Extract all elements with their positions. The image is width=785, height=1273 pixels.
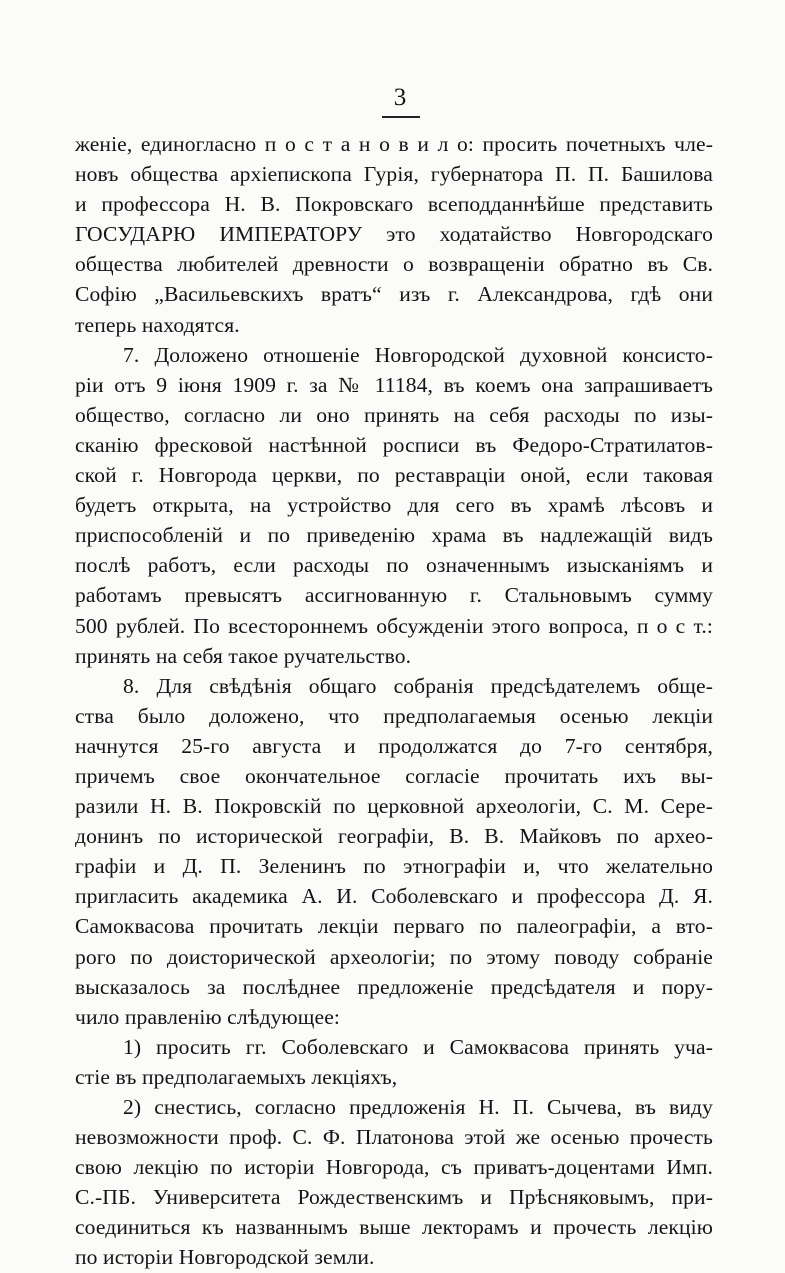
text-line: пригласить академика А. И. Соболевскаго и профессора Д. Я. bbox=[75, 884, 713, 909]
text-line: 2) снестись, согласно предложенія Н. П. Сычева, въ виду bbox=[123, 1095, 713, 1119]
text-line: 7. Доложено отношеніе Новгородской духовной консисто- bbox=[123, 342, 713, 367]
text-line: 1) просить гг. Соболевскаго и Самоквасова принять уча- bbox=[123, 1034, 713, 1059]
text-line: графіи и Д. П. Зеленинъ по этнографіи и, что желательно bbox=[75, 854, 713, 879]
text-line: общества любителей древности о возвращеніи обратно въ Св. bbox=[75, 252, 713, 277]
text-line: невозможности проф. С. Ф. Платонова этой же осенью прочесть bbox=[75, 1125, 713, 1150]
text-line: работамъ превысятъ ассигнованную г. Стальновымъ сумму bbox=[75, 583, 713, 608]
text-line: начнутся 25-го августа и продолжатся до 7-го сентября, bbox=[75, 733, 713, 758]
text-line: ства было доложено, что предполагаемыя осенью лекціи bbox=[75, 703, 713, 728]
text-line: сканію фресковой настѣнной росписи въ Федоро-Стратилатов- bbox=[75, 432, 713, 457]
text-line: рого по доисторической археологіи; по этому поводу собраніе bbox=[75, 944, 713, 969]
text-line: ской г. Новгорода церкви, по реставраціи оной, если таковая bbox=[75, 463, 713, 488]
text-line: будетъ открыта, на устройство для сего въ храмѣ лѣсовъ и bbox=[75, 493, 713, 518]
text-line: приспособленій и по приведенію храма въ надлежащій видъ bbox=[75, 523, 713, 548]
text-line: женіе, единогласно п о с т а н о в и л о: просить почетныхъ чле- bbox=[75, 132, 713, 156]
text-line: по исторіи Новгородской земли. bbox=[75, 1245, 375, 1270]
text-line: Самоквасова прочитать лекціи перваго по палеографіи, а вто- bbox=[75, 914, 713, 939]
text-line: общество, согласно ли оно принять на себя расходы по изы- bbox=[75, 402, 713, 427]
text-line: послѣ работъ, если расходы по означеннымъ изысканіямъ и bbox=[75, 553, 713, 578]
text-line: принять на себя такое ручательство. bbox=[75, 643, 412, 668]
text-line: новъ общества архіепископа Гурія, губернатора П. П. Башилова bbox=[75, 162, 713, 187]
text-line: 8. Для свѣдѣнія общаго собранія предсѣдателемъ общe- bbox=[123, 673, 713, 698]
page-number: 3 bbox=[393, 84, 407, 111]
text-line: ріи отъ 9 іюня 1909 г. за № 11184, въ коемъ она запрашиваетъ bbox=[75, 372, 713, 397]
text-line: разили Н. В. Покровскій по церковной археологіи, С. М. Сере- bbox=[75, 794, 713, 819]
text-line: С.-ПБ. Университета Рождественскимъ и Прѣсняковымъ, при- bbox=[75, 1185, 713, 1210]
text-line: соединиться къ названнымъ выше лекторамъ и прочесть лекцію bbox=[75, 1215, 713, 1240]
text-line: чило правленію слѣдующее: bbox=[75, 1004, 340, 1029]
text-line: свою лекцію по исторіи Новгорода, съ приватъ-доцентами Имп. bbox=[75, 1155, 713, 1180]
text-line: 500 рублей. По всестороннемъ обсужденіи этого вопроса, п о с т.: bbox=[75, 613, 713, 638]
text-line: и профессора Н. В. Покровскаго всеподданнѣйше представить bbox=[75, 192, 713, 217]
text-line: Софію „Васильевскихъ вратъ“ изъ г. Александрова, гдѣ они bbox=[75, 282, 713, 307]
text-line: теперь находятся. bbox=[75, 312, 240, 337]
text-line: ГОСУДАРЮ ИМПЕРАТОРУ это ходатайство Новгородскаго bbox=[75, 222, 713, 247]
text-line: причемъ свое окончательное согласіе прочитать ихъ вы- bbox=[75, 763, 713, 788]
text-line: высказалось за послѣднее предложеніе предсѣдателя и пору- bbox=[75, 974, 713, 999]
body-text bbox=[75, 129, 713, 1273]
page-number-rule bbox=[382, 116, 420, 118]
text-line: донинъ по исторической географіи, В. В. Майковъ по археo- bbox=[75, 824, 713, 849]
text-line: стіе въ предполагаемыхъ лекціяхъ, bbox=[75, 1064, 398, 1089]
